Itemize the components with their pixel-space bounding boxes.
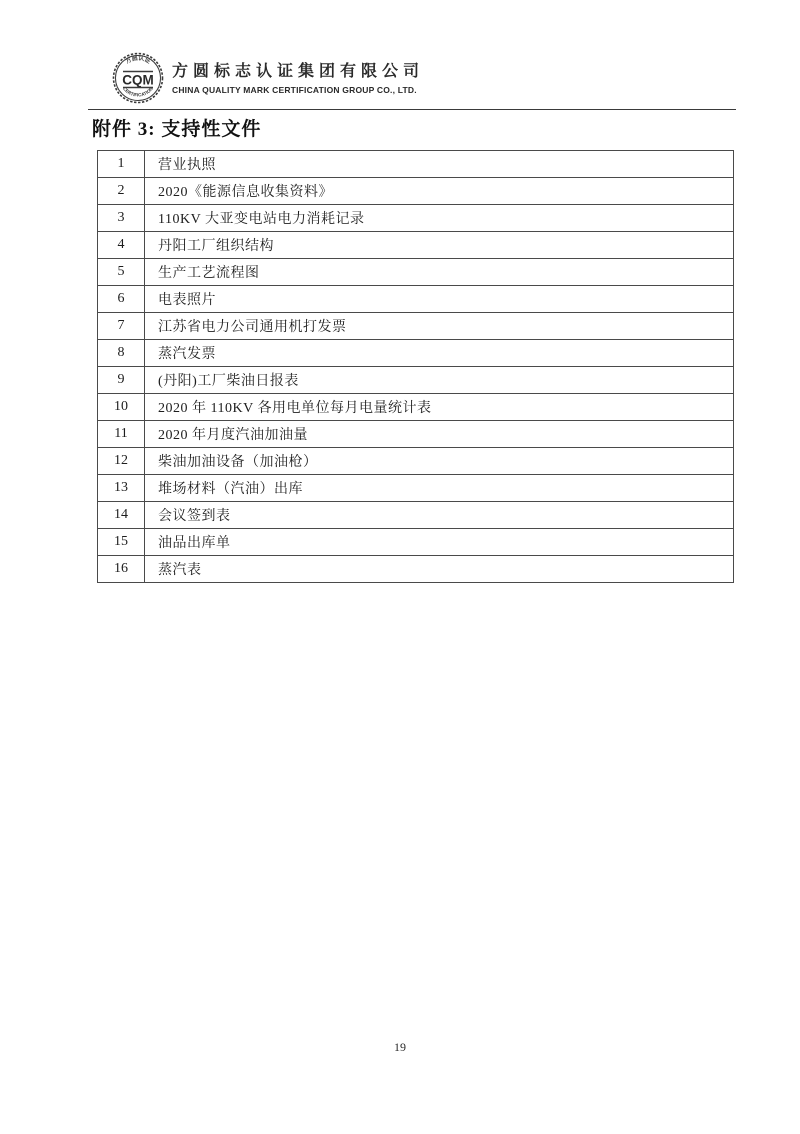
document-name: 110KV 大亚变电站电力消耗记录 [145,205,734,232]
header [112,52,424,104]
row-number: 14 [98,502,145,529]
table-row [98,529,734,556]
table-row [98,367,734,394]
document-name: 蒸汽表 [145,556,734,583]
row-number: 12 [98,448,145,475]
row-number: 4 [98,232,145,259]
table-row [98,556,734,583]
supporting-documents-table [97,150,734,583]
row-number: 2 [98,178,145,205]
row-number: 10 [98,394,145,421]
row-number: 8 [98,340,145,367]
page-number: 19 [394,1040,406,1054]
row-number: 9 [98,367,145,394]
row-number: 1 [98,151,145,178]
document-name: 蒸汽发票 [145,340,734,367]
document-name: 2020 年月度汽油加油量 [145,421,734,448]
document-name: 电表照片 [145,286,734,313]
table-row [98,394,734,421]
table-row [98,205,734,232]
row-number: 3 [98,205,145,232]
table-row [98,502,734,529]
table-row [98,178,734,205]
table-row [98,313,734,340]
document-name: 营业执照 [145,151,734,178]
row-number: 13 [98,475,145,502]
document-name: (丹阳)工厂柴油日报表 [145,367,734,394]
table-row [98,232,734,259]
logo-arc-top-text: 方圆认证 [124,55,152,66]
supporting-documents-table-body [98,151,734,583]
table-row [98,286,734,313]
cqm-logo-icon [112,52,164,104]
document-name: 油品出库单 [145,529,734,556]
row-number: 5 [98,259,145,286]
header-divider [88,109,736,110]
document-name: 柴油加油设备（加油枪） [145,448,734,475]
table-row [98,340,734,367]
table-row [98,448,734,475]
document-name: 2020《能源信息收集资料》 [145,178,734,205]
logo-arc-bottom-text: CERTIFICATION [122,86,154,98]
row-number: 6 [98,286,145,313]
company-name-en: CHINA QUALITY MARK CERTIFICATION GROUP CO., LTD. [172,84,417,95]
table-row [98,421,734,448]
document-name: 生产工艺流程图 [145,259,734,286]
document-name: 丹阳工厂组织结构 [145,232,734,259]
document-name: 会议签到表 [145,502,734,529]
row-number: 15 [98,529,145,556]
document-name: 2020 年 110KV 各用电单位每月电量统计表 [145,394,734,421]
table-row [98,151,734,178]
logo-abbr-text: CQM [122,72,154,88]
document-name: 江苏省电力公司通用机打发票 [145,313,734,340]
company-name-cn: 方圆标志认证集团有限公司 [172,62,425,80]
company-name-block [172,62,424,95]
table-row [98,475,734,502]
attachment-title: 附件 3: 支持性文件 [92,119,262,140]
row-number: 7 [98,313,145,340]
row-number: 16 [98,556,145,583]
table-row [98,259,734,286]
row-number: 11 [98,421,145,448]
document-name: 堆场材料（汽油）出库 [145,475,734,502]
